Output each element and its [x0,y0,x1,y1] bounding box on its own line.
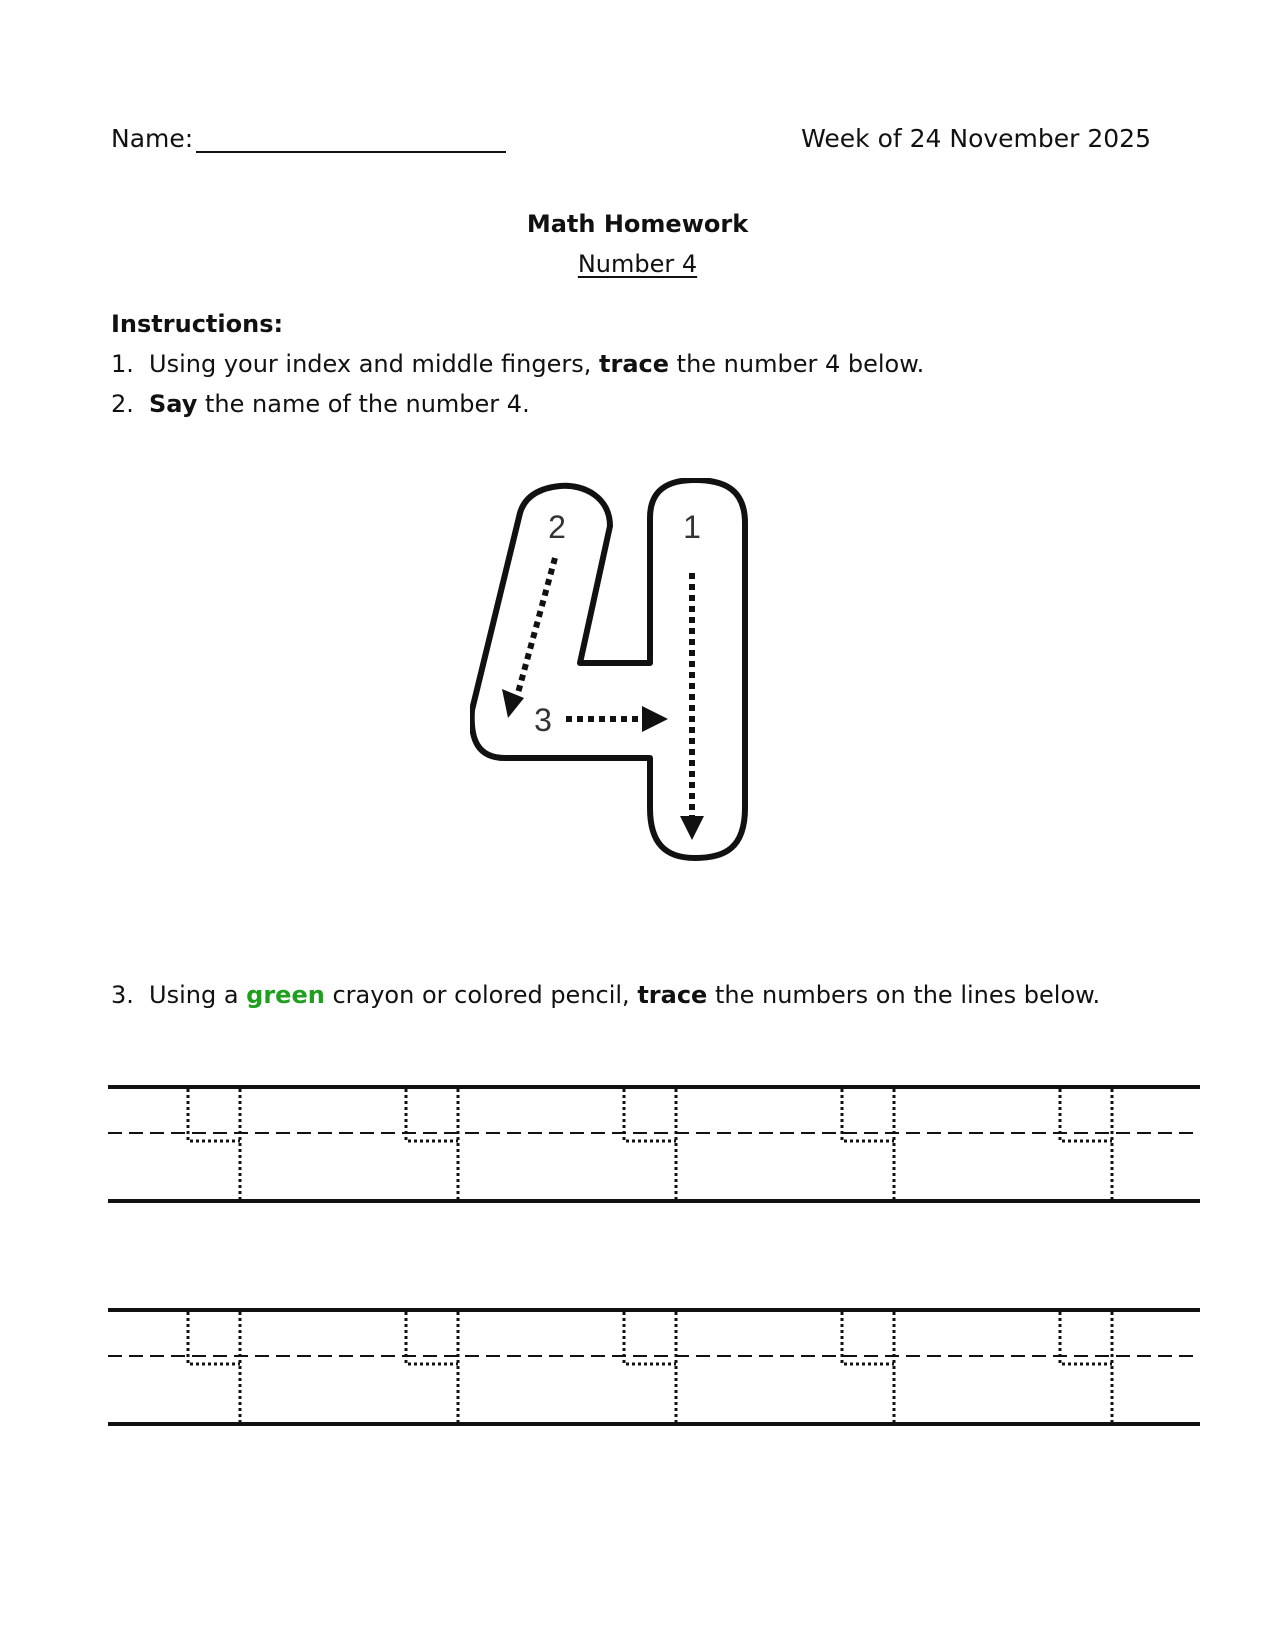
dotted-four-2 [406,1312,458,1424]
name-label: Name: [111,124,194,153]
name-blank-line[interactable] [196,151,506,153]
dotted-four-2 [406,1089,458,1201]
instruction-step-3: 3. Using a green crayon or colored pencil, trace the numbers on the lines below. [111,981,1101,1009]
tracing-four-figure [470,478,800,888]
instruction-step-2: 2. Say the name of the number 4. [111,390,530,418]
stroke-label-1: 1 [683,509,701,545]
stroke-label-2: 2 [548,509,566,545]
dotted-four-4 [842,1089,894,1201]
dotted-four-1 [188,1312,240,1424]
dotted-four-3 [624,1312,676,1424]
instructions-heading: Instructions: [111,310,284,338]
dotted-four-5 [1060,1089,1112,1201]
tracing-row-2[interactable] [108,1308,1200,1433]
instruction-step-1: 1. Using your index and middle fingers, trace the number 4 below. [111,350,925,378]
dotted-four-1 [188,1089,240,1201]
dotted-four-4 [842,1312,894,1424]
tracing-row-1[interactable] [108,1085,1200,1210]
dotted-four-3 [624,1089,676,1201]
page-title: Math Homework [526,210,749,238]
week-label: Week of 24 November 2025 [801,124,1151,153]
page-subtitle: Number 4 [577,250,698,278]
four-outline [472,480,745,858]
stroke-label-3: 3 [534,702,552,738]
dotted-four-5 [1060,1312,1112,1424]
